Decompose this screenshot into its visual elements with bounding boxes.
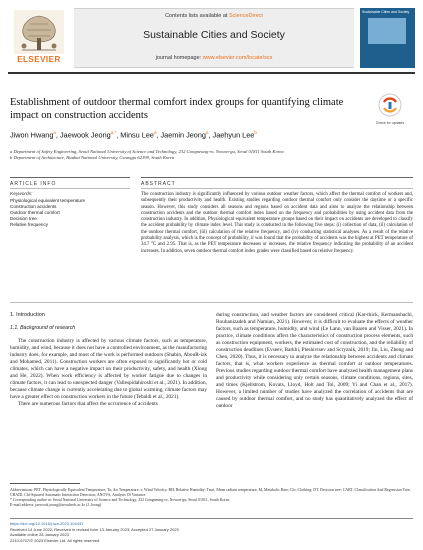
author-affiliation-marker: a <box>205 130 209 135</box>
journal-homepage-link[interactable]: www.elsevier.com/locate/scs <box>202 55 273 61</box>
email-footnote[interactable]: E-mail address: jaewook.jeong@seoultech.ac.kr (J. Jeong). <box>10 503 103 507</box>
keyword-item: Construction accidents <box>10 204 57 209</box>
author-name[interactable]: Jaewook Jeong <box>59 130 111 140</box>
abstract-rule <box>141 177 413 178</box>
copyright-notice: 2210-6707/© 2023 Elsevier Ltd. All rights reserved. <box>10 537 101 543</box>
journal-header <box>8 8 415 68</box>
cover-graphic <box>368 18 406 44</box>
publication-dates: Received 14 June 2022; Received in revised form 13 January 2023; Accepted 27 January 2023 <box>10 526 179 532</box>
body-paragraph: The construction industry is affected by various climate factors, such as temperature, humidity, and wind, because it does not have a controlled environment, as the manufacturing industry does, for example, and most of the work is performed outdoors (Shabin, AbouR-izk and Mohamed, 2011). Construction workers are often exposed to significantly hot or cold climates, which can have a negative impact on their productivity, safety, and health (Xiong and He, 2022). When work efficiency is affected by worker fatigue due to changes in climate factors, it can lead to unexpected danger (Vallespidahiroshi et al., 2021). In addition, because climate change is currently accelerating due to global warming, climate factors may have a greater effect on construction workers in the future (Tebaldi et al., 2021). <box>10 338 207 400</box>
abstract-rule-2 <box>141 188 413 189</box>
body-left-column <box>10 312 207 408</box>
author-affiliation-marker: a <box>53 130 56 135</box>
elsevier-tree-icon <box>14 10 64 54</box>
doi-link[interactable]: https://doi.org/10.1016/j.scs.2023.104431 <box>10 521 84 526</box>
body-paragraph: There are numerous factors that affect the occurrence of accidents <box>18 401 158 407</box>
author-name[interactable]: Jaemin Jeong <box>160 130 206 140</box>
author-name[interactable]: Jaehyun Lee <box>212 130 255 140</box>
keywords-list <box>10 198 130 228</box>
keyword-item: Relative frequency <box>10 222 49 227</box>
abstract-heading: ABSTRACT <box>141 181 176 187</box>
sciencedirect-link[interactable]: ScienceDirect <box>228 13 263 19</box>
article-title: Establishment of outdoor thermal comfort index groups for quantifying climate impact on construction accidents <box>10 97 344 121</box>
article-info-heading: ARTICLE INFO <box>10 181 57 187</box>
abstract-text: The construction industry is significantly influenced by various outdoor weather factors, which affect the thermal comfort of workers and, subsequently their productivity and health. Existing studies regarding outdoor thermal comfort only consider the daytime or a specific season. However, this study considers all seasons and regions based on accident data and aims to analyze the relationship between construction accidents and the outdoor thermal comfort index based on the frequency and probabilities by using accident data from the construction industry. In addition, Physiological equivalent temperature groups based on their impact on accidents are developed to classify the accident probability by climate index level. This study is conducted in the following five steps: (i) collection of data, (ii) calculation of the outdoor thermal comfort, (iii) calculation of the relative frequency, and (iv) conducting statistical analyses. As a result of the relative probability analysis, which is the concept of probability, it was found that the probability of accidents was the highest at PET temperature of 34.7 °C and 2.95. That is, as the PET temperature decreases or increases, the relative frequency indicating the probability of an accident increases. In addition, seven outdoor thermal comfort index grades were classified based on relative frequency. <box>141 192 413 254</box>
affiliation-b: b Department of Architecture, Hanbat National University, Gwangju 62399, South Korea <box>10 155 175 160</box>
journal-homepage <box>74 55 354 61</box>
check-for-updates-label[interactable]: Check for updates <box>375 121 405 125</box>
footnote-rule <box>10 483 80 484</box>
keyword-item: Decision tree <box>10 216 37 221</box>
author-affiliation-marker: b <box>254 130 257 135</box>
cover-label: Sustainable Cities and Society <box>362 10 410 14</box>
publisher-name: ELSEVIER <box>17 55 61 64</box>
article-info-rule <box>10 177 130 178</box>
author-name[interactable]: Minsu Lee <box>120 130 154 140</box>
section-heading-introduction: 1. Introduction <box>10 312 45 318</box>
available-online: Available online 28 January 2023 <box>10 532 69 537</box>
check-for-updates-icon[interactable] <box>372 92 408 120</box>
article-info-rule-2 <box>10 188 130 189</box>
author-affiliation-marker: a <box>153 130 157 135</box>
journal-cover-image[interactable] <box>360 8 415 68</box>
abstract-bottom-rule <box>10 302 413 303</box>
author-affiliation-marker: a,* <box>110 130 117 135</box>
bottom-rule <box>10 518 413 519</box>
body-right-column <box>216 312 413 410</box>
footnotes <box>10 488 413 508</box>
affiliation-a: a Department of Safety Engineering, Seoul National University of Science and Technology, 232 Gongneung-ro, Nowon-gu, Seoul 01811 South Korea <box>10 149 284 154</box>
abbreviations-footnote: Abbreviations: PET, Physiologically Equivalent Temperature; Ta, Air Temperature; v, Wind Velocity; RH, Relative Humidity; Tmrt, Mean radiant temperature; M, Metabolic Rate; Clo, Clothing; DT, Decision tree; CART, Classification And Regression Tree; CHAID, Chi-Squared Automatic Interaction Detection; ANOVA, Analysis Of Variance. <box>10 488 411 497</box>
header-rule <box>8 72 415 74</box>
journal-title[interactable]: Sustainable Cities and Society <box>143 29 285 41</box>
body-paragraph: during construction, and weather factors are considered critical (Kar-thick, Kermanshachi, Rouhanizadeh and Namian, 2021). However, it is difficult to evaluate the effects of weather factors, such as temperature, humidity, and wind (Le Lann, van Baaren and Visser, 2021). In practice, climate conditions affect the characteristics of construction process elements, such as construction equipment, workers, the estimated cost of construction, and the reliability of construction deadlines (Evseev, Barkhi, Pleshivtsev and Scryznik, 2019; Jin, Liu, Zheng and Chen, 2020). Thus, it is necessary to analyze the relationship between accidents and climate factors, that is, what workers experience as thermal comfort at outdoor temperatures. Previous studies regarding outdoor thermal comfort have analyzed health management plans and productivity while considering only certain seasons, climate conditions, regions, sites, and times (Kjellstrom, Kovats, Lloyd, Holt and Tol, 2009; Yi and Chan et al., 2017). However, a limited number of studies have analyzed the correlation of accidents that are caused by outdoor thermal comfort, and no study has quantitatively analyzed the effect of outdoor <box>216 312 413 409</box>
contents-prefix: Contents lists available at <box>165 13 229 19</box>
elsevier-logo[interactable] <box>8 8 70 68</box>
contents-line <box>74 13 354 19</box>
author-list: Jiwon Hwang$^a$, Jaewook Jeong$^{a,*}$, Minsu Lee$^a$, Jaemin Jeong$^a$, Jaehyun Lee$^b$ <box>10 130 257 140</box>
keyword-item: Physiological equivalent temperature <box>10 198 86 203</box>
publication-info <box>10 521 413 543</box>
subsection-heading-background: 1.1. Background of research <box>10 325 76 331</box>
keyword-item: Outdoor thermal comfort <box>10 210 60 215</box>
corresponding-author-footnote: * Corresponding author at: Seoul National University of Science and Technology, 232 Gongneung-ro, Nowon-gu, Seoul 01811, South Korea. <box>10 498 231 502</box>
journal-banner <box>74 8 354 68</box>
homepage-prefix: journal homepage: <box>155 55 203 61</box>
author-name[interactable]: Jiwon Hwang <box>10 130 54 140</box>
keywords-label: Keywords: <box>10 192 33 197</box>
